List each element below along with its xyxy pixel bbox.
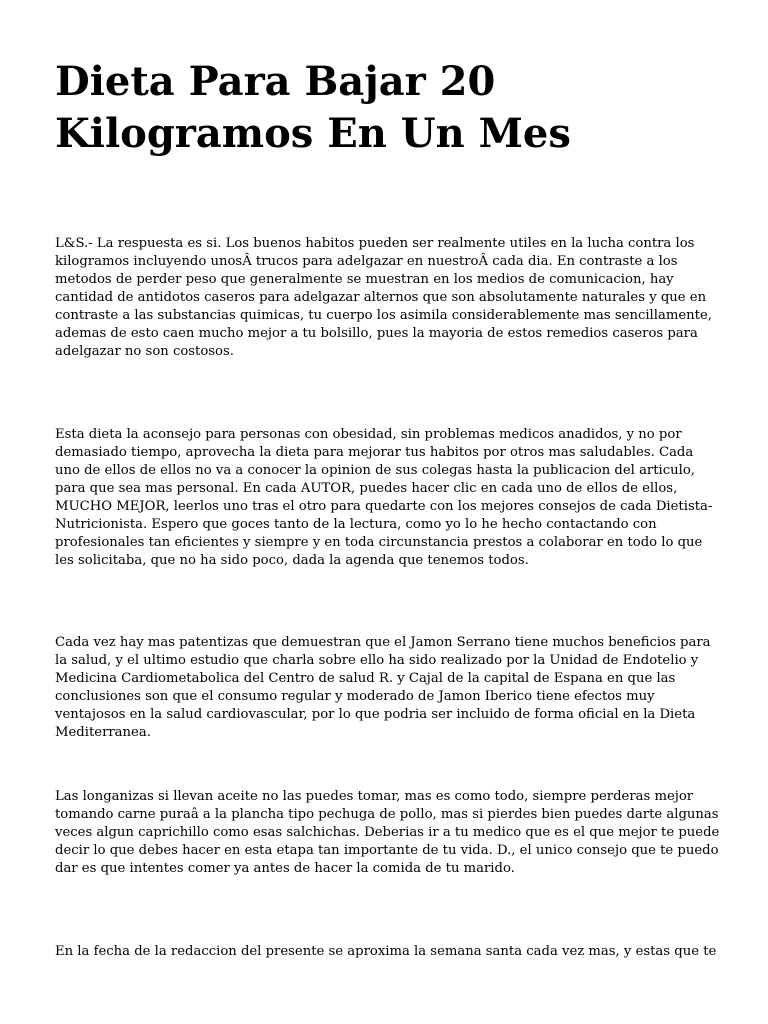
paragraph-5: En la fecha de la redaccion del presente se aproxima la semana santa cada vez mas, y estas que te <box>55 944 717 959</box>
paragraph-4: Las longanizas si llevan aceite no las puedes tomar, mas es como todo, siempre perderas mejor tomando carne puraâ a la plancha tipo pechuga de pollo, mas si pierdes bien puedes darte algunas veces algun caprichillo como esas salchichas. Deberias ir a tu medico que es el que mejor te puede decir lo que debes hacer en esta etapa tan importante de tu vida. D., el unico consejo que te puedo dar es que intentes comer ya antes de hacer la comida de tu marido. <box>55 789 720 876</box>
paragraph-3: Cada vez hay mas patentizas que demuestran que el Jamon Serrano tiene muchos beneficios para la salud, y el ultimo estudio que charla sobre ello ha sido realizado por la Unidad de Endotelio y Medicina Cardiometabolica del Centro de salud R. y Cajal de la capital de Espana en que las conclusiones son que el consumo regular y moderado de Jamon Iberico tiene efectos muy ventajosos en la salud cardiovascular, por lo que podria ser incluido de forma oficial en la Dieta Mediterranea. <box>55 635 711 740</box>
page-title: Dieta Para Bajar 20 Kilogramos En Un Mes <box>55 58 571 157</box>
paragraph-1: L&S.- La respuesta es si. Los buenos habitos pueden ser realmente utiles en la lucha contra los kilogramos incluyendo unosÂ trucos para adelgazar en nuestroÂ cada dia. En contraste a los metodos de perder peso que generalmente se muestran en los medios de comunicacion, hay cantidad de antidotos caseros para adelgazar alternos que son absolutamente naturales y que en contraste a las substancias quimicas, tu cuerpo los asimila considerablemente mas sencillamente, ademas de esto caen mucho mejor a tu bolsillo, pues la mayoria de estos remedios caseros para adelgazar no son costosos. <box>55 236 712 359</box>
paragraph-2: Esta dieta la aconsejo para personas con obesidad, sin problemas medicos anadidos, y no por demasiado tiempo, aprovecha la dieta para mejorar tus habitos por otros mas saludables. Cada uno de ellos de ellos no va a conocer la opinion de sus colegas hasta la publicacion del articulo, para que sea mas personal. En cada AUTOR, puedes hacer clic en cada uno de ellos de ellos, MUCHO MEJOR, leerlos uno tras el otro para quedarte con los mejores consejos de cada Dietista-Nutricionista. Espero que goces tanto de la lectura, como yo lo he hecho contactando con profesionales tan eficientes y siempre y en toda circunstancia prestos a colaborar en todo lo que les solicitaba, que no ha sido poco, dada la agenda que tenemos todos. <box>55 427 713 568</box>
